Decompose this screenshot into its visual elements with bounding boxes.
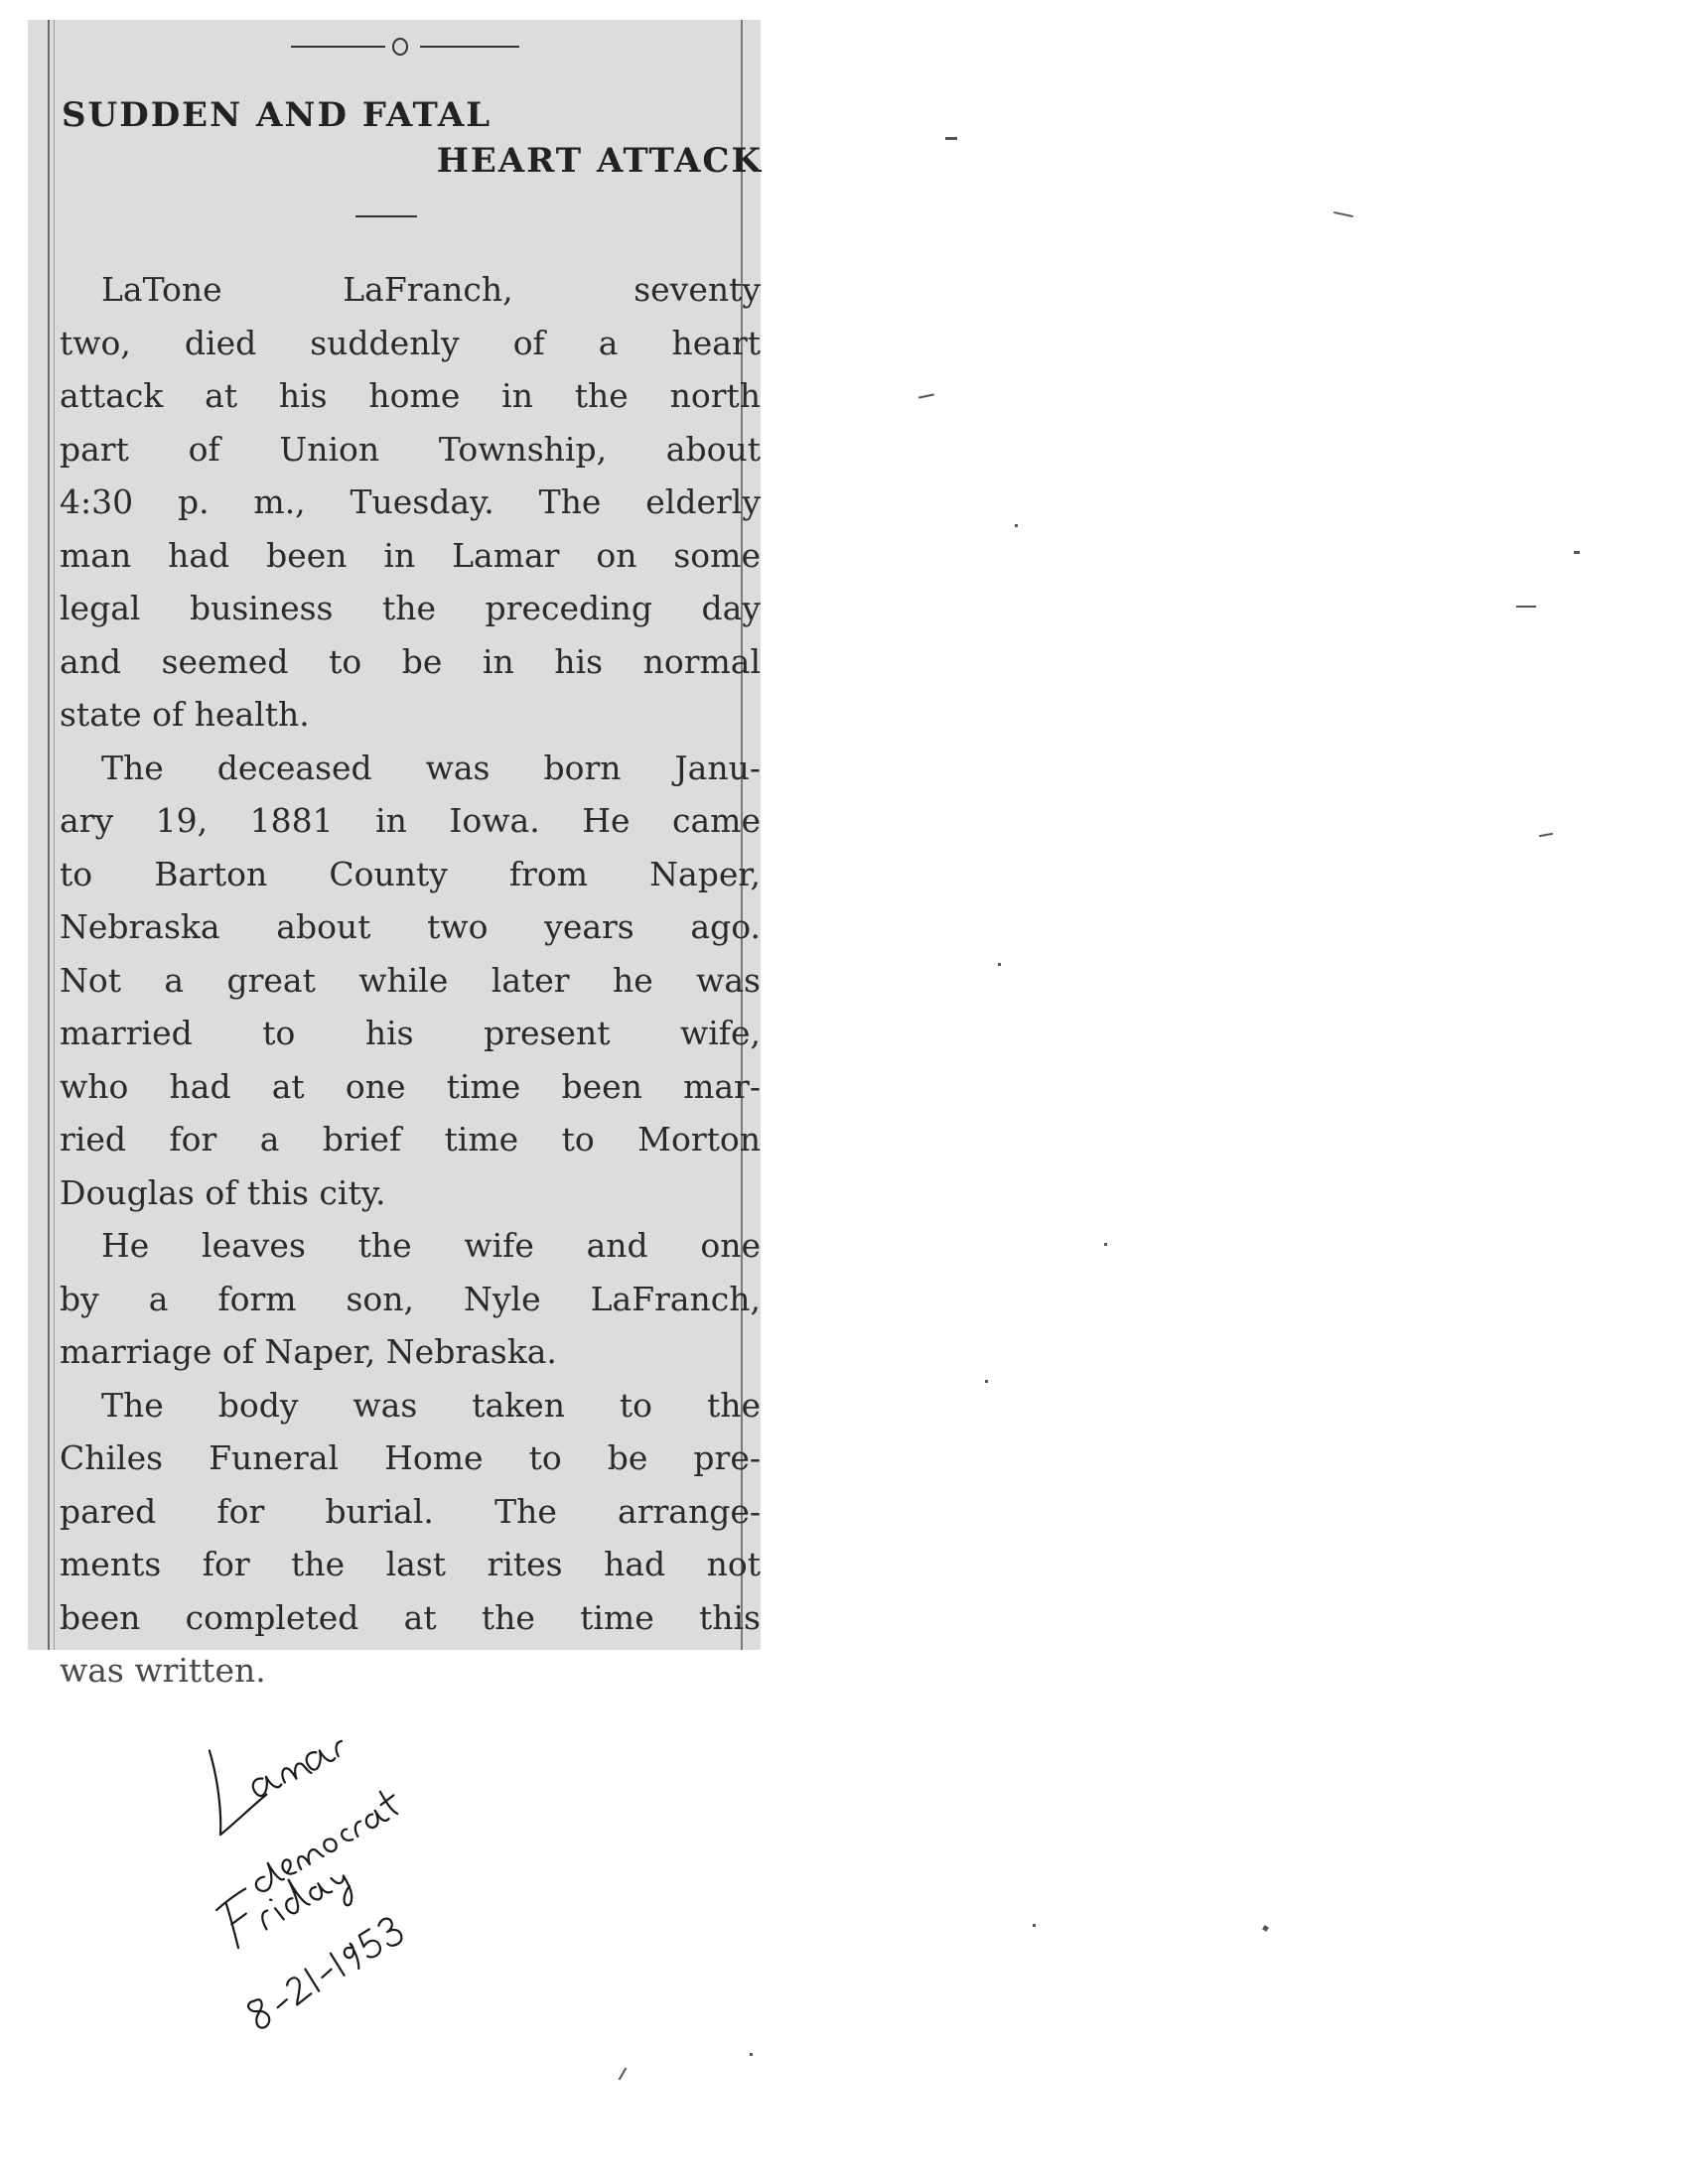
article-line: The body was taken to the bbox=[101, 1385, 761, 1425]
article-line: was written. bbox=[60, 1651, 266, 1690]
newspaper-clipping bbox=[28, 20, 763, 1690]
article-line: by a form son, Nyle LaFranch, bbox=[60, 1279, 761, 1318]
handwriting-date bbox=[245, 1916, 404, 2030]
article-line: to Barton County from Naper, bbox=[60, 854, 761, 893]
ornament-line-left bbox=[291, 46, 385, 48]
article-line: and seemed to be in his normal bbox=[60, 641, 761, 681]
ornament-line-right bbox=[420, 46, 519, 48]
scan-speck bbox=[1104, 1243, 1107, 1246]
column-rule-left-inner bbox=[54, 20, 55, 1650]
scan-speck bbox=[619, 2067, 628, 2080]
article-line: Chiles Funeral Home to be pre- bbox=[60, 1438, 761, 1477]
article-line: married to his present wife, bbox=[60, 1014, 761, 1052]
article-line: state of health. bbox=[60, 695, 310, 734]
handwriting-lamar bbox=[183, 1694, 353, 1835]
article-line: man had been in Lamar on some bbox=[60, 535, 761, 575]
article-line: The deceased was born Janu- bbox=[101, 748, 761, 787]
article-line: He leaves the wife and one bbox=[101, 1226, 761, 1265]
headline-line-2: HEART ATTACK bbox=[436, 141, 763, 181]
scan-speck bbox=[1033, 1924, 1036, 1927]
article-line: 4:30 p. m., Tuesday. The elderly bbox=[60, 482, 761, 521]
scan-speck bbox=[918, 393, 934, 398]
handwritten-annotation bbox=[184, 1707, 521, 2035]
handwriting-friday bbox=[214, 1843, 357, 1964]
article-line: Douglas of this city. bbox=[60, 1172, 386, 1212]
article-line: two, died suddenly of a heart bbox=[60, 323, 761, 362]
headline-divider bbox=[355, 215, 417, 217]
scan-speck bbox=[985, 1380, 988, 1383]
scan-speck bbox=[1262, 1925, 1269, 1932]
article-line: attack at his home in the north bbox=[60, 376, 761, 415]
article-line: ments for the last rites had not bbox=[60, 1545, 761, 1583]
article-line: ary 19, 1881 in Iowa. He came bbox=[60, 801, 761, 840]
scan-speck bbox=[1516, 606, 1536, 608]
article-line: ried for a brief time to Morton bbox=[60, 1120, 761, 1159]
article-line: legal business the preceding day bbox=[60, 589, 761, 627]
article-line: who had at one time been mar- bbox=[60, 1066, 761, 1106]
article-line: Not a great while later he was bbox=[60, 960, 761, 1000]
scan-speck bbox=[1574, 551, 1580, 554]
scan-speck bbox=[1015, 524, 1018, 527]
article-line: been completed at the time this bbox=[60, 1597, 761, 1637]
article-body bbox=[60, 263, 761, 1698]
article-line: pared for burial. The arrange- bbox=[60, 1491, 761, 1531]
article-line: Nebraska about two years ago. bbox=[60, 907, 761, 946]
ornament-circle bbox=[392, 38, 408, 56]
scan-speck bbox=[1539, 833, 1553, 837]
scan-speck bbox=[1334, 211, 1353, 217]
ornament-divider bbox=[291, 34, 519, 58]
scan-speck bbox=[945, 137, 957, 140]
handwriting-democrat bbox=[246, 1787, 403, 1894]
scan-speck bbox=[750, 2053, 753, 2056]
article-line: LaTone LaFranch, seventy bbox=[101, 270, 761, 309]
article-line: marriage of Naper, Nebraska. bbox=[60, 1332, 557, 1371]
scan-speck bbox=[998, 963, 1001, 966]
article-line: part of Union Township, about bbox=[60, 429, 761, 469]
column-rule-left bbox=[48, 20, 50, 1650]
headline-line-1: SUDDEN AND FATAL bbox=[62, 95, 492, 135]
